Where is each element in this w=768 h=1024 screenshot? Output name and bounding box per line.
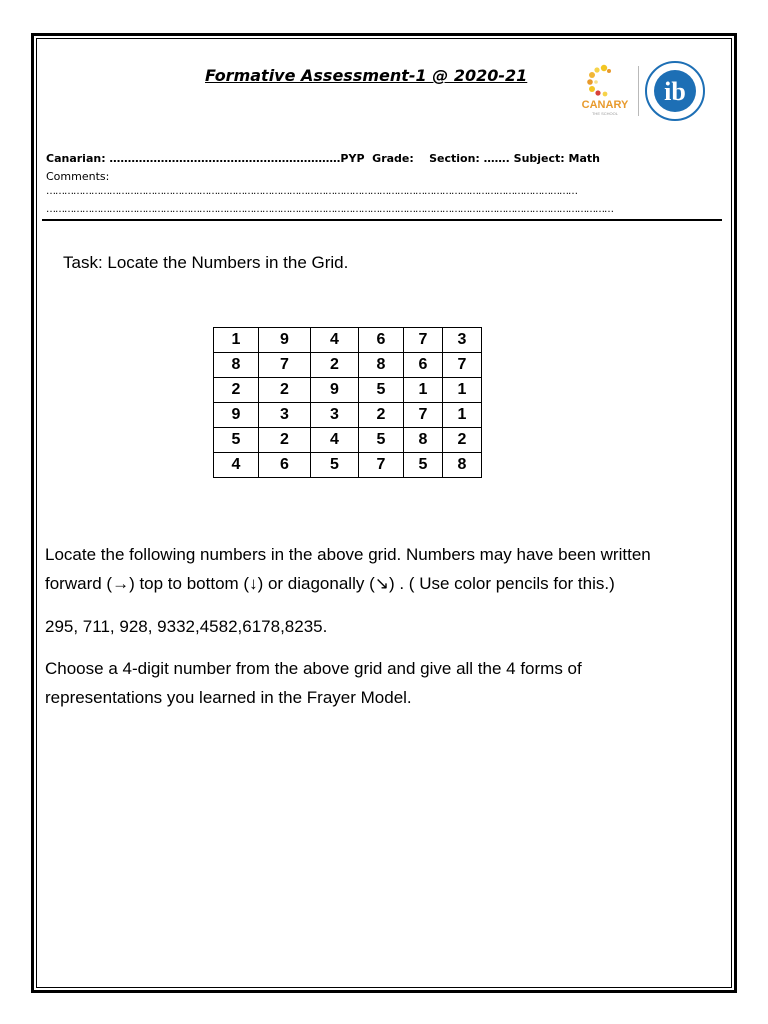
grid-cell: 6	[259, 453, 311, 478]
grid-cell: 7	[259, 353, 311, 378]
frayer-instructions	[45, 654, 725, 712]
grid-row	[214, 428, 482, 453]
grid-cell: 5	[359, 378, 404, 403]
locate-instructions-line-1: Locate the following numbers in the above grid. Numbers may have been written	[45, 545, 651, 564]
grid-cell: 5	[359, 428, 404, 453]
grid-cell: 9	[214, 403, 259, 428]
student-info-line: Canarian: ………………………………………………………PYP Grade: Section: ……. Subject: Math	[46, 152, 600, 165]
grid-cell: 8	[214, 353, 259, 378]
grid-cell: 1	[443, 378, 482, 403]
grid-cell: 5	[214, 428, 259, 453]
canary-logo-subtext: THE SCHOOL	[591, 111, 619, 116]
grid-cell: 2	[259, 378, 311, 403]
comments-dotted-line-2: ………………………………………………………………………………………………………………………………………………………………………	[46, 204, 613, 215]
grid-cell: 1	[404, 378, 443, 403]
grid-row	[214, 328, 482, 353]
grid-row	[214, 353, 482, 378]
header-divider	[42, 219, 722, 221]
ib-logo	[644, 60, 706, 122]
grid-cell: 3	[443, 328, 482, 353]
frayer-instructions-line-2: representations you learned in the Frayer Model.	[45, 688, 412, 707]
grid-cell: 5	[404, 453, 443, 478]
locate-instructions	[45, 540, 725, 598]
frayer-instructions-line-1: Choose a 4-digit number from the above grid and give all the 4 forms of	[45, 659, 582, 678]
comments-label: Comments:	[46, 170, 110, 183]
comments-dotted-line-1: ……………………………………………………………………………………………………………………………………………………………	[46, 186, 577, 197]
grid-cell: 2	[214, 378, 259, 403]
ib-logo-text: ib	[664, 77, 686, 106]
grid-cell: 7	[404, 328, 443, 353]
grid-cell: 2	[359, 403, 404, 428]
grid-cell: 2	[311, 353, 359, 378]
canary-logo	[574, 62, 636, 118]
canary-c-mark	[587, 65, 611, 97]
grid-cell: 7	[404, 403, 443, 428]
grid-cell: 2	[443, 428, 482, 453]
grid-row	[214, 378, 482, 403]
number-grid	[213, 327, 482, 478]
grid-cell: 7	[359, 453, 404, 478]
locate-instructions-line-2: forward (→) top to bottom (↓) or diagonally (↘) . ( Use color pencils for this.)	[45, 574, 615, 593]
grid-cell: 8	[443, 453, 482, 478]
grid-cell: 7	[443, 353, 482, 378]
logo-divider	[638, 66, 639, 116]
page-border-inner	[36, 38, 732, 988]
grid-cell: 3	[311, 403, 359, 428]
canary-logo-text: CANARY	[581, 99, 629, 111]
grid-row	[214, 403, 482, 428]
grid-cell: 8	[404, 428, 443, 453]
grid-cell: 2	[259, 428, 311, 453]
task-heading: Task: Locate the Numbers in the Grid.	[63, 253, 349, 272]
grid-cell: 1	[214, 328, 259, 353]
grid-cell: 4	[214, 453, 259, 478]
grid-cell: 1	[443, 403, 482, 428]
grid-cell: 4	[311, 328, 359, 353]
grid-cell: 9	[259, 328, 311, 353]
grid-cell: 8	[359, 353, 404, 378]
grid-cell: 6	[359, 328, 404, 353]
grid-cell: 3	[259, 403, 311, 428]
grid-row	[214, 453, 482, 478]
page-title: Formative Assessment-1 @ 2020-21	[205, 66, 528, 85]
grid-cell: 6	[404, 353, 443, 378]
grid-cell: 5	[311, 453, 359, 478]
numbers-to-locate: 295, 711, 928, 9332,4582,6178,8235.	[45, 617, 328, 636]
grid-cell: 9	[311, 378, 359, 403]
grid-cell: 4	[311, 428, 359, 453]
